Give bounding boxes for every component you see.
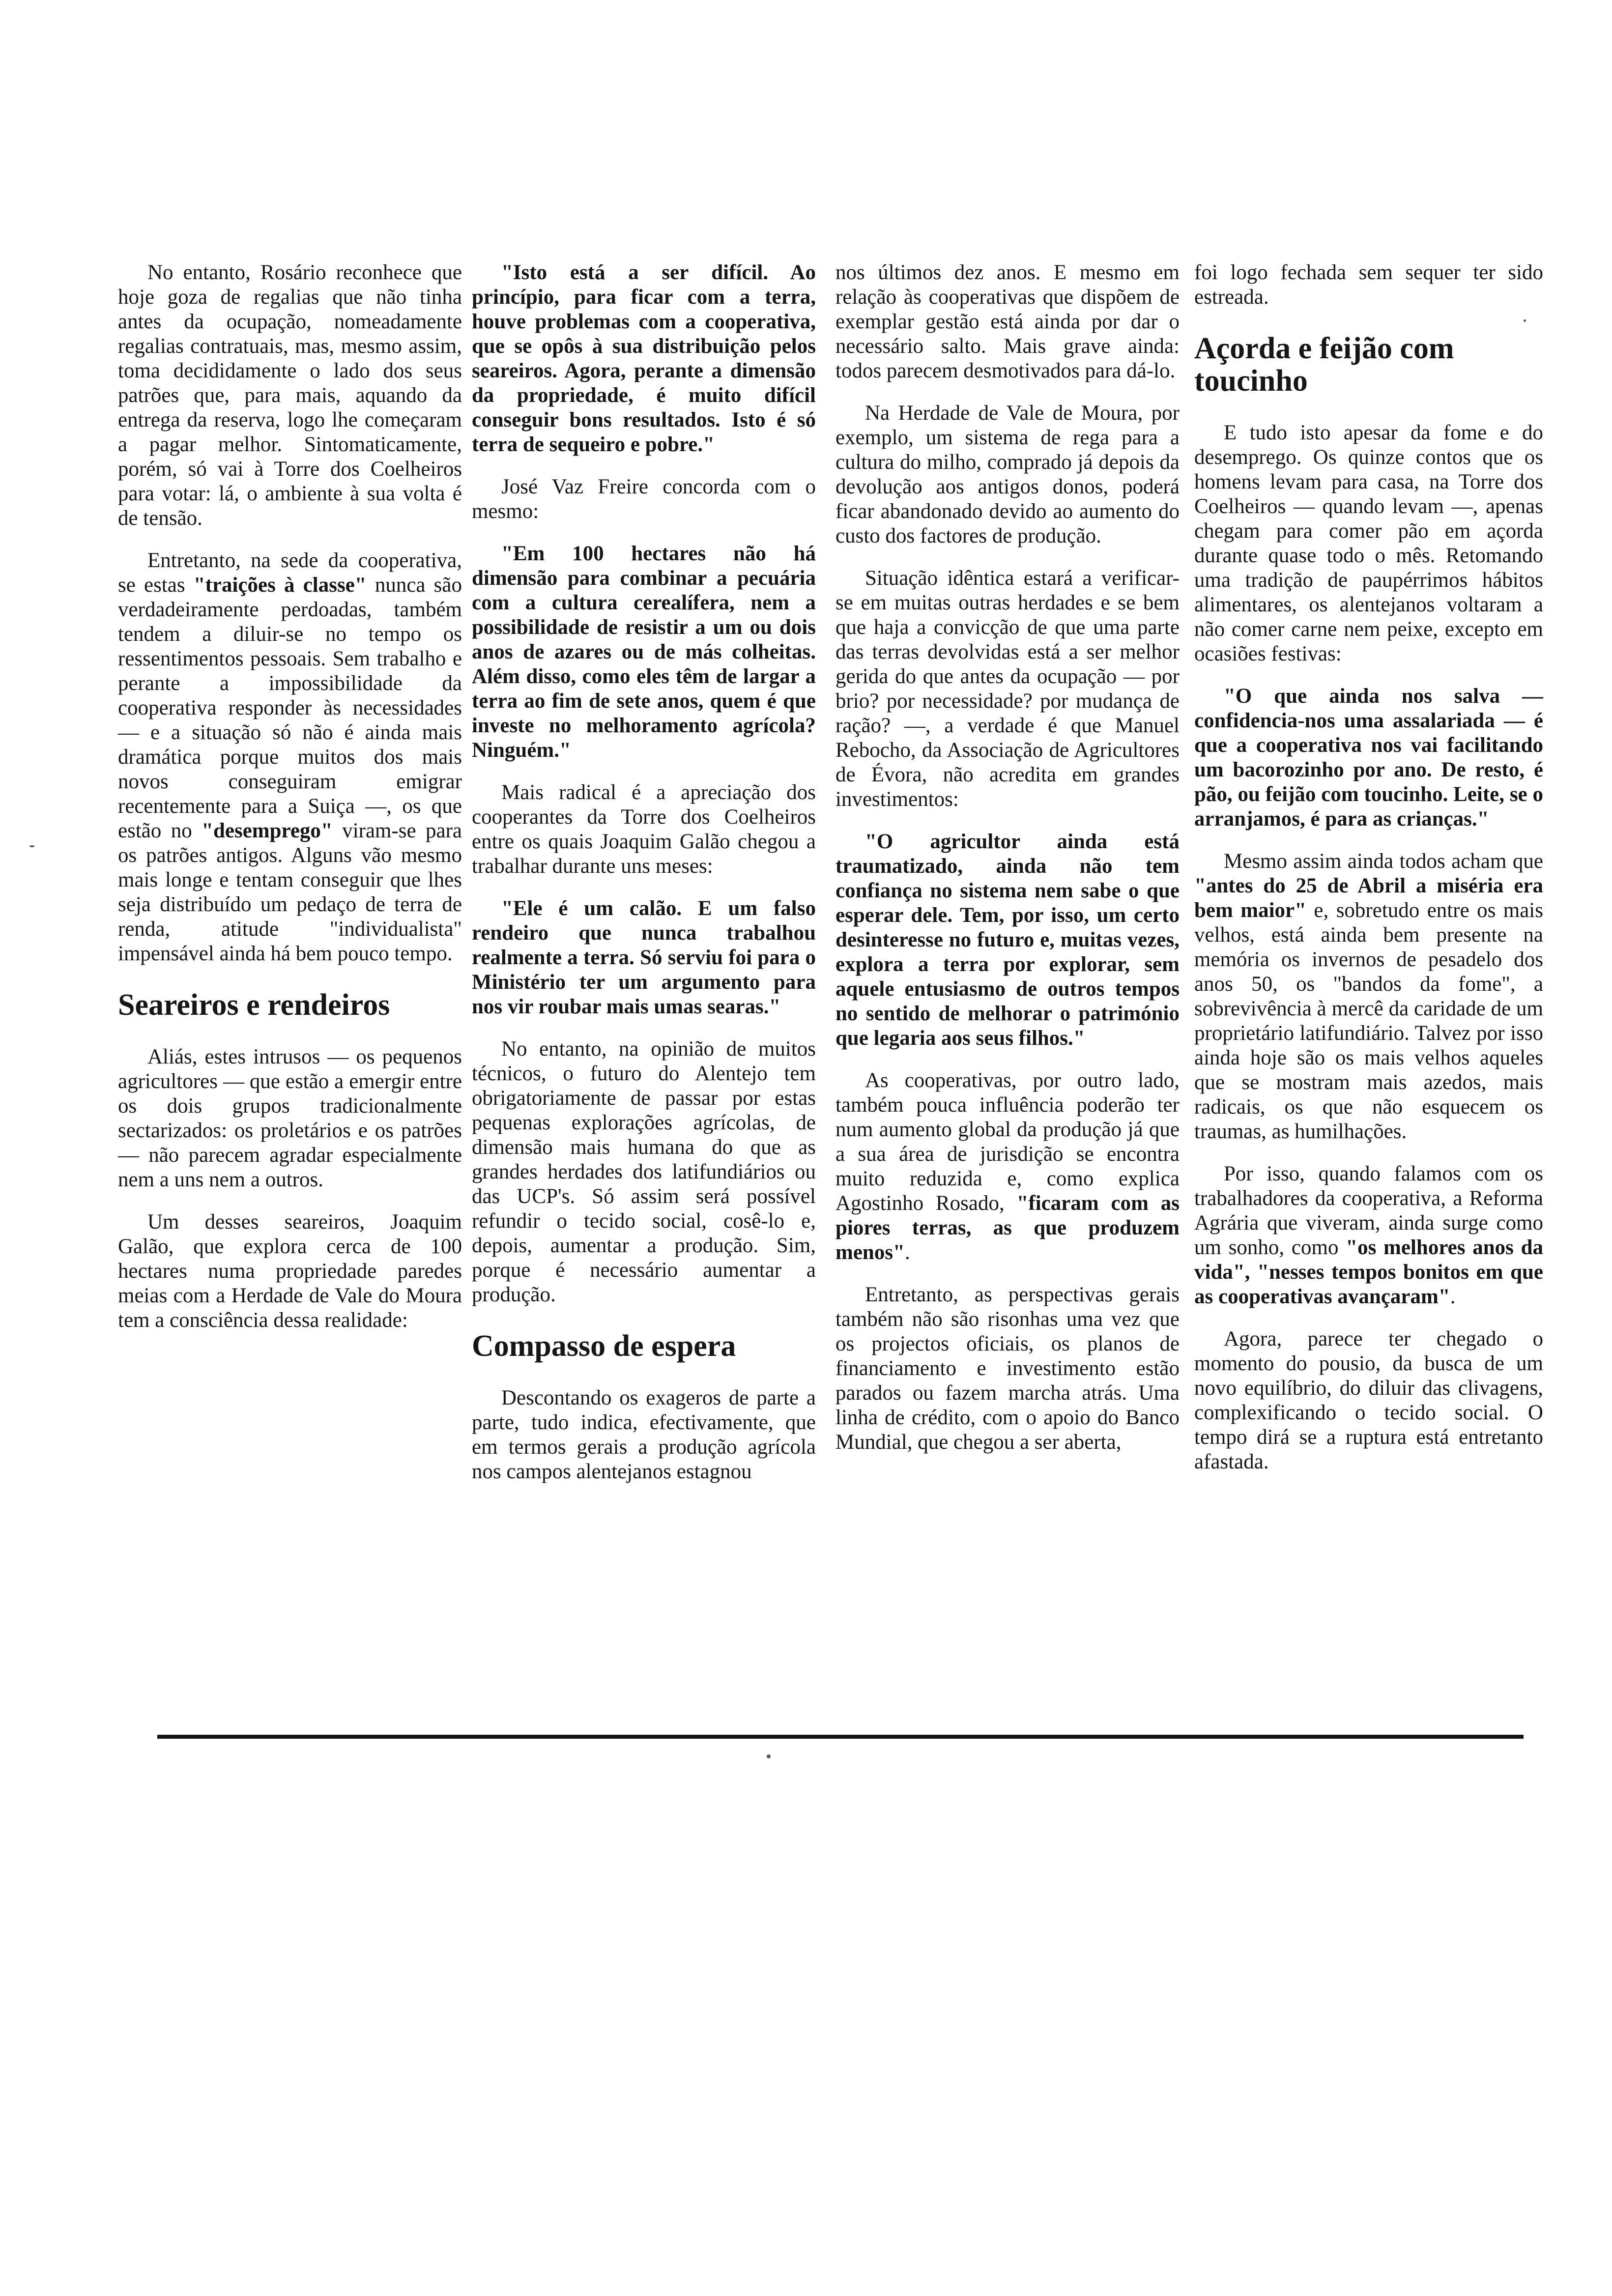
quote-paragraph: "Em 100 hectares não há dimensão para combinar a pecuária com a cultura cerealífera, nem a possibilidade de resistir a um ou dois anos de azares ou de más colheitas. Além disso, como eles têm de largar a terra ao fim de sete anos, quem é que investe no melhoramento agrícola? Ninguém." [472, 542, 816, 762]
quote-paragraph: "O agricultor ainda está traumatizado, ainda não tem confiança no sistema nem sabe o que esperar dele. Tem, por isso, um certo desinteresse no futuro e, muitas vezes, explora a terra por explorar, sem aquele entusiasmo de outros tempos no sentido de melhorar o património que legaria aos seus filhos." [835, 830, 1180, 1050]
scan-speck [767, 1754, 771, 1758]
paragraph: Agora, parece ter chegado o momento do pousio, da busca de um novo equilíbrio, do diluir das clivagens, complexificando o tecido social. O tempo dirá se a ruptura está entretanto afastada. [1194, 1327, 1543, 1473]
paragraph: Entretanto, as perspectivas gerais também não são risonhas uma vez que os projectos oficiais, os planos de financiamento e investimento estão parados ou fazem marcha atrás. Uma linha de crédito, com o apoio do Banco Mundial, que chegou a ser aberta, [835, 1283, 1180, 1454]
bold-quote: "traições à classe" [193, 574, 367, 597]
scan-speck [1524, 319, 1526, 322]
article-column-4 [1194, 260, 1543, 1492]
paragraph-text: Por isso, quando falamos com os trabalhadores da cooperativa, a Reforma Agrária que viveram, ainda surge como um sonho, como [1194, 1162, 1543, 1259]
paragraph: Descontando os exageros de parte a parte, tudo indica, efectivamente, que em termos gerais a produção agrícola nos campos alentejanos estagnou [472, 1386, 816, 1483]
paragraph-text: . [904, 1241, 910, 1264]
paragraph: nos últimos dez anos. E mesmo em relação às cooperativas que dispõem de exemplar gestão está ainda por dar o necessário salto. Mais grave ainda: todos parecem desmotivados para dá-lo. [835, 261, 1180, 382]
paragraph: Um desses seareiros, Joaquim Galão, que explora cerca de 100 hectares numa propriedade paredes meias com a Herdade de Vale do Moura tem a consciência dessa realidade: [118, 1210, 462, 1332]
paragraph: E tudo isto apesar da fome e do desemprego. Os quinze contos que os homens levam para casa, na Torre dos Coelheiros — quando levam —, apenas chegam para comer pão em açorda durante quase todo o mês. Retomando uma tradição de paupérrimos hábitos alimentares, os alentejanos voltaram a não comer carne nem peixe, excepto em ocasiões festivas: [1194, 421, 1543, 665]
section-heading-acorda: Açorda e feijão com toucinho [1194, 332, 1454, 398]
paragraph: No entanto, na opinião de muitos técnicos, o futuro do Alentejo tem obrigatoriamente de passar por estas pequenas explorações agrícolas, de dimensão mais humana do que as grandes herdades dos latifundiários ou das UCP's. Só assim será possível refundir o tecido social, cosê-lo e, depois, aumentar a produção. Sim, porque é necessário aumentar a produção. [472, 1037, 816, 1306]
article-column-3 [835, 260, 1180, 1472]
quote-paragraph: "O que ainda nos salva — confidencia-nos uma assalariada — é que a cooperativa nos vai facilitando um bacorozinho por ano. De resto, é pão, ou feijão com toucinho. Leite, se o arranjamos, é para as crianças." [1194, 685, 1543, 831]
paragraph [118, 548, 462, 966]
article-column-1 [118, 260, 462, 1350]
paragraph-text: Entretanto, na sede da cooperativa, se estas [118, 549, 462, 597]
paragraph-text: viram-se para os patrões antigos. Alguns vão mesmo mais longe e tentam conseguir que lhes seja distribuído um pedaço de terra de renda, atitude "individualista" impensável ainda há bem pouco tempo. [118, 819, 462, 965]
scan-speck [29, 845, 34, 847]
paragraph-text: e, sobretudo entre os mais velhos, está ainda bem presente na memória os invernos de pesadelo dos anos 50, os "bandos da fome", a sobrevivência à mercê da caridade de um proprietário latifundiário. Talvez por isso ainda hoje são os mais velhos aqueles que se mostram mais azedos, mais radicais, os que não esquecem os traumas, as humilhações. [1194, 899, 1543, 1143]
paragraph: No entanto, Rosário reconhece que hoje goza de regalias que não tinha antes da ocupação, nomeadamente regalias contratuais, mas, mesmo assim, toma decididamente o lado dos seus patrões que, para mais, aquando da entrega da reserva, logo lhe começaram a pagar melhor. Sintomaticamente, porém, só vai à Torre dos Coelheiros para votar: lá, o ambiente à sua volta é de tensão. [118, 261, 462, 530]
paragraph-text: Mesmo assim ainda todos acham que [1224, 850, 1543, 873]
paragraph-text: . [1450, 1285, 1456, 1308]
quote-paragraph: "Ele é um calão. E um falso rendeiro que nunca trabalhou realmente a terra. Só serviu foi para o Ministério ter um argumento para nos vir roubar mais umas searas." [472, 897, 816, 1018]
paragraph: Aliás, estes intrusos — os pequenos agricultores — que estão a emergir entre os dois grupos tradicionalmente sectarizados: os proletários e os patrões — não parecem agradar especialmente nem a uns nem a outros. [118, 1045, 462, 1191]
paragraph [1194, 1162, 1543, 1309]
paragraph: Mais radical é a apreciação dos cooperantes da Torre dos Coelheiros entre os quais Joaquim Galão chegou a trabalhar durante uns meses: [472, 781, 816, 878]
paragraph-text: nunca são verdadeiramente perdoadas, também tendem a diluir-se no tempo os ressentimentos pessoais. Sem trabalho e perante a impossibilidade da cooperativa responder às necessidades — e a situação só não é ainda mais dramática porque muitos dos mais novos conseguiram emigrar recentemente para a Suiça —, os que estão no [118, 574, 462, 842]
quote-paragraph: "Isto está a ser difícil. Ao princípio, para ficar com a terra, houve problemas com a cooperativa, que se opôs à sua distribuição pelos seareiros. Agora, perante a dimensão da propriedade, é muito difícil conseguir bons resultados. Isto é só terra de sequeiro e pobre." [472, 261, 816, 456]
paragraph-text: As cooperativas, por outro lado, também pouca influência poderão ter num aumento global da produção já que a sua área de jurisdição se encontra muito reduzida e, como explica Agostinho Rosado, [835, 1069, 1180, 1215]
paragraph: Na Herdade de Vale de Moura, por exemplo, um sistema de rega para a cultura do milho, comprado já depois da devolução aos antigos donos, poderá ficar abandonado devido ao aumento do custo dos factores de produção. [835, 402, 1180, 547]
paragraph [835, 1068, 1180, 1265]
bold-quote: "antes do 25 de Abril a miséria era bem maior" [1194, 874, 1543, 922]
bold-quote: "os melhores anos da vida", "nesses tempos bonitos em que as cooperativas avançaram" [1194, 1236, 1543, 1308]
bottom-rule [157, 1735, 1524, 1739]
paragraph: foi logo fechada sem sequer ter sido estreada. [1194, 261, 1543, 309]
section-heading-seareiros: Seareiros e rendeiros [118, 988, 390, 1022]
bold-quote: "desemprego" [202, 819, 333, 842]
article-column-2 [472, 260, 816, 1502]
paragraph: José Vaz Freire concorda com o mesmo: [472, 475, 816, 523]
section-heading-compasso: Compasso de espera [472, 1329, 736, 1363]
bold-quote: "ficaram com as piores terras, as que produzem menos" [835, 1192, 1180, 1264]
paragraph [1194, 849, 1543, 1144]
paragraph: Situação idêntica estará a verificar-se em muitas outras herdades e se bem que haja a convicção de que uma parte das terras devolvidas está a ser melhor gerida do que antes da ocupação — por brio? por necessidade? por mudança de ração? —, a verdade é que Manuel Rebocho, da Associação de Agricultores de Évora, não acredita em grandes investimentos: [835, 567, 1180, 811]
